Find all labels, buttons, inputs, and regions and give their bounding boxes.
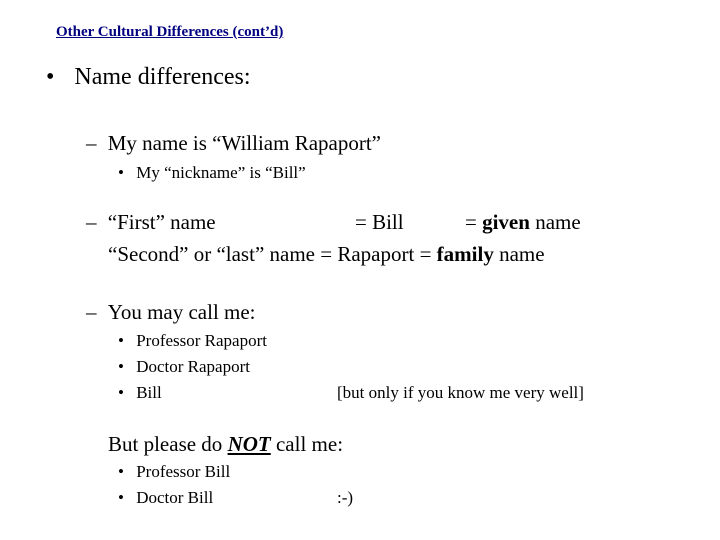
first-name-label: “First” name	[107, 210, 216, 234]
bullet-icon: •	[118, 488, 124, 507]
dash-icon: –	[86, 210, 97, 234]
list-item	[118, 488, 213, 508]
second-name-eq1: = Rapaport	[320, 242, 415, 266]
dash-icon: –	[86, 131, 97, 155]
bullet-icon: •	[118, 462, 124, 481]
first-name-emph: given	[482, 210, 530, 234]
first-name-line	[86, 210, 216, 235]
my-name-line	[86, 131, 381, 156]
bullet-icon: •	[118, 383, 124, 402]
equals-sign: =	[465, 210, 477, 234]
bullet-icon: •	[118, 357, 124, 376]
not-call-line	[108, 432, 343, 457]
first-name-eq2	[465, 210, 581, 235]
list-item-text: Professor Rapaport	[136, 331, 267, 350]
second-name-label: “Second” or “last” name	[108, 242, 315, 266]
list-item-text: Professor Bill	[136, 462, 231, 481]
not-call-prefix: But please do	[108, 432, 223, 456]
slide-title: Other Cultural Differences (cont’d)	[56, 24, 284, 40]
main-bullet	[46, 64, 251, 91]
second-name-suffix: name	[499, 242, 545, 266]
bullet-icon: •	[118, 163, 124, 182]
nickname-line	[118, 163, 306, 183]
nickname-text: My “nickname” is “Bill”	[136, 163, 306, 182]
may-call-text: You may call me:	[107, 300, 256, 324]
list-item	[118, 383, 162, 403]
my-name-text: My name is “William Rapaport”	[107, 131, 381, 155]
first-name-suffix: name	[535, 210, 581, 234]
main-bullet-text: Name differences:	[74, 64, 251, 90]
list-item	[118, 462, 230, 482]
equals-sign: =	[419, 242, 432, 266]
list-item	[118, 357, 250, 377]
not-call-suffix: call me:	[275, 432, 344, 456]
may-call-line	[86, 300, 256, 325]
list-item	[118, 331, 267, 351]
list-item-text: Bill	[136, 383, 162, 402]
second-name-emph: family	[436, 242, 494, 266]
not-emph: NOT	[227, 432, 271, 456]
list-item-text: Doctor Bill	[136, 488, 214, 507]
smiley: :-)	[337, 488, 354, 507]
bill-note: [but only if you know me very well]	[337, 383, 584, 402]
first-name-eq1: = Bill	[355, 210, 404, 234]
list-item-text: Doctor Rapaport	[136, 357, 250, 376]
second-name-line	[108, 242, 545, 267]
dash-icon: –	[86, 300, 97, 324]
bullet-icon: •	[46, 64, 55, 90]
bullet-icon: •	[118, 331, 124, 350]
